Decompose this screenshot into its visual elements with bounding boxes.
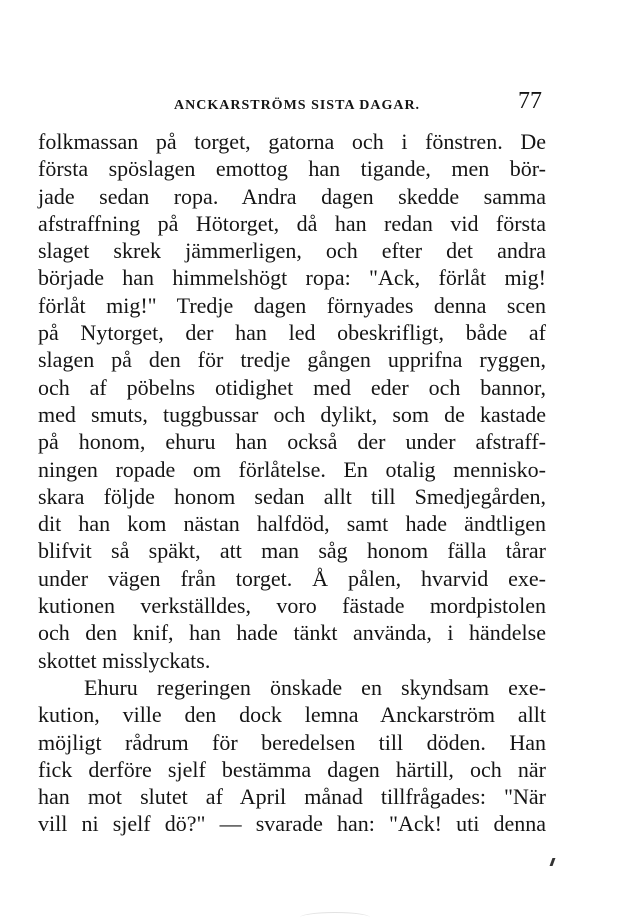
text-line: och af pöbelns otidighet med eder och bannor, — [38, 374, 546, 400]
text-line: första spöslagen emottog han tigande, men bör- — [38, 156, 546, 182]
text-line: under vägen från torget. Å pålen, hvarvid exe- — [38, 565, 546, 591]
text-line: började han himmelshögt ropa: "Ack, förlåt mig! — [38, 265, 546, 291]
text-line: slaget skrek jämmerligen, och efter det andra — [38, 238, 546, 264]
text-line: dit han kom nästan halfdöd, samt hade ändtligen — [38, 511, 546, 537]
scan-smudge — [300, 912, 370, 923]
text-line: möjligt rådrum för beredelsen till döden. Han — [38, 729, 546, 755]
body-text — [38, 128, 546, 838]
text-line: skottet misslyckats. — [38, 647, 211, 673]
text-line: slagen på den för tredje gången upprifna ryggen, — [38, 347, 546, 373]
text-line: kutionen verkställdes, voro fästade mordpistolen — [38, 593, 546, 619]
page-header — [36, 88, 546, 122]
text-line: på honom, ehuru han också der under afstraff- — [38, 429, 546, 455]
text-line: på Nytorget, der han led obeskrifligt, både af — [38, 320, 546, 346]
text-line: afstraffning på Hötorget, då han redan vid första — [38, 210, 546, 236]
text-line: han mot slutet af April månad tillfrågades: "När — [38, 784, 546, 810]
running-head: ANCKARSTRÖMS SISTA DAGAR. — [174, 98, 421, 113]
text-line: skara följde honom sedan allt till Smedjegården, — [38, 483, 546, 509]
text-line: folkmassan på torget, gatorna och i fönstren. De — [38, 129, 546, 154]
text-line: vill ni sjelf dö?" — svarade han: "Ack! uti denna — [38, 811, 546, 837]
text-line: med smuts, tuggbussar och dylikt, som de kastade — [38, 401, 546, 427]
text-line: och den knif, han hade tänkt använda, i händelse — [38, 620, 546, 646]
text-line: blifvit så späkt, att man såg honom fälla tårar — [38, 538, 546, 564]
text-line: fick derföre sjelf bestämma dagen härtill, och när — [38, 756, 546, 782]
text-line: ningen ropade om förlåtelse. En otalig mennisko- — [38, 456, 546, 482]
page-number: 77 — [518, 88, 542, 114]
print-mark — [550, 858, 556, 866]
text-line: förlåt mig!" Tredje dagen förnyades denna scen — [38, 292, 546, 318]
text-line: jade sedan ropa. Andra dagen skedde samma — [38, 183, 546, 209]
paragraph-start-line: Ehuru regeringen önskade en skyndsam exe- — [84, 674, 546, 700]
text-line: kution, ville den dock lemna Anckarström allt — [38, 702, 546, 728]
